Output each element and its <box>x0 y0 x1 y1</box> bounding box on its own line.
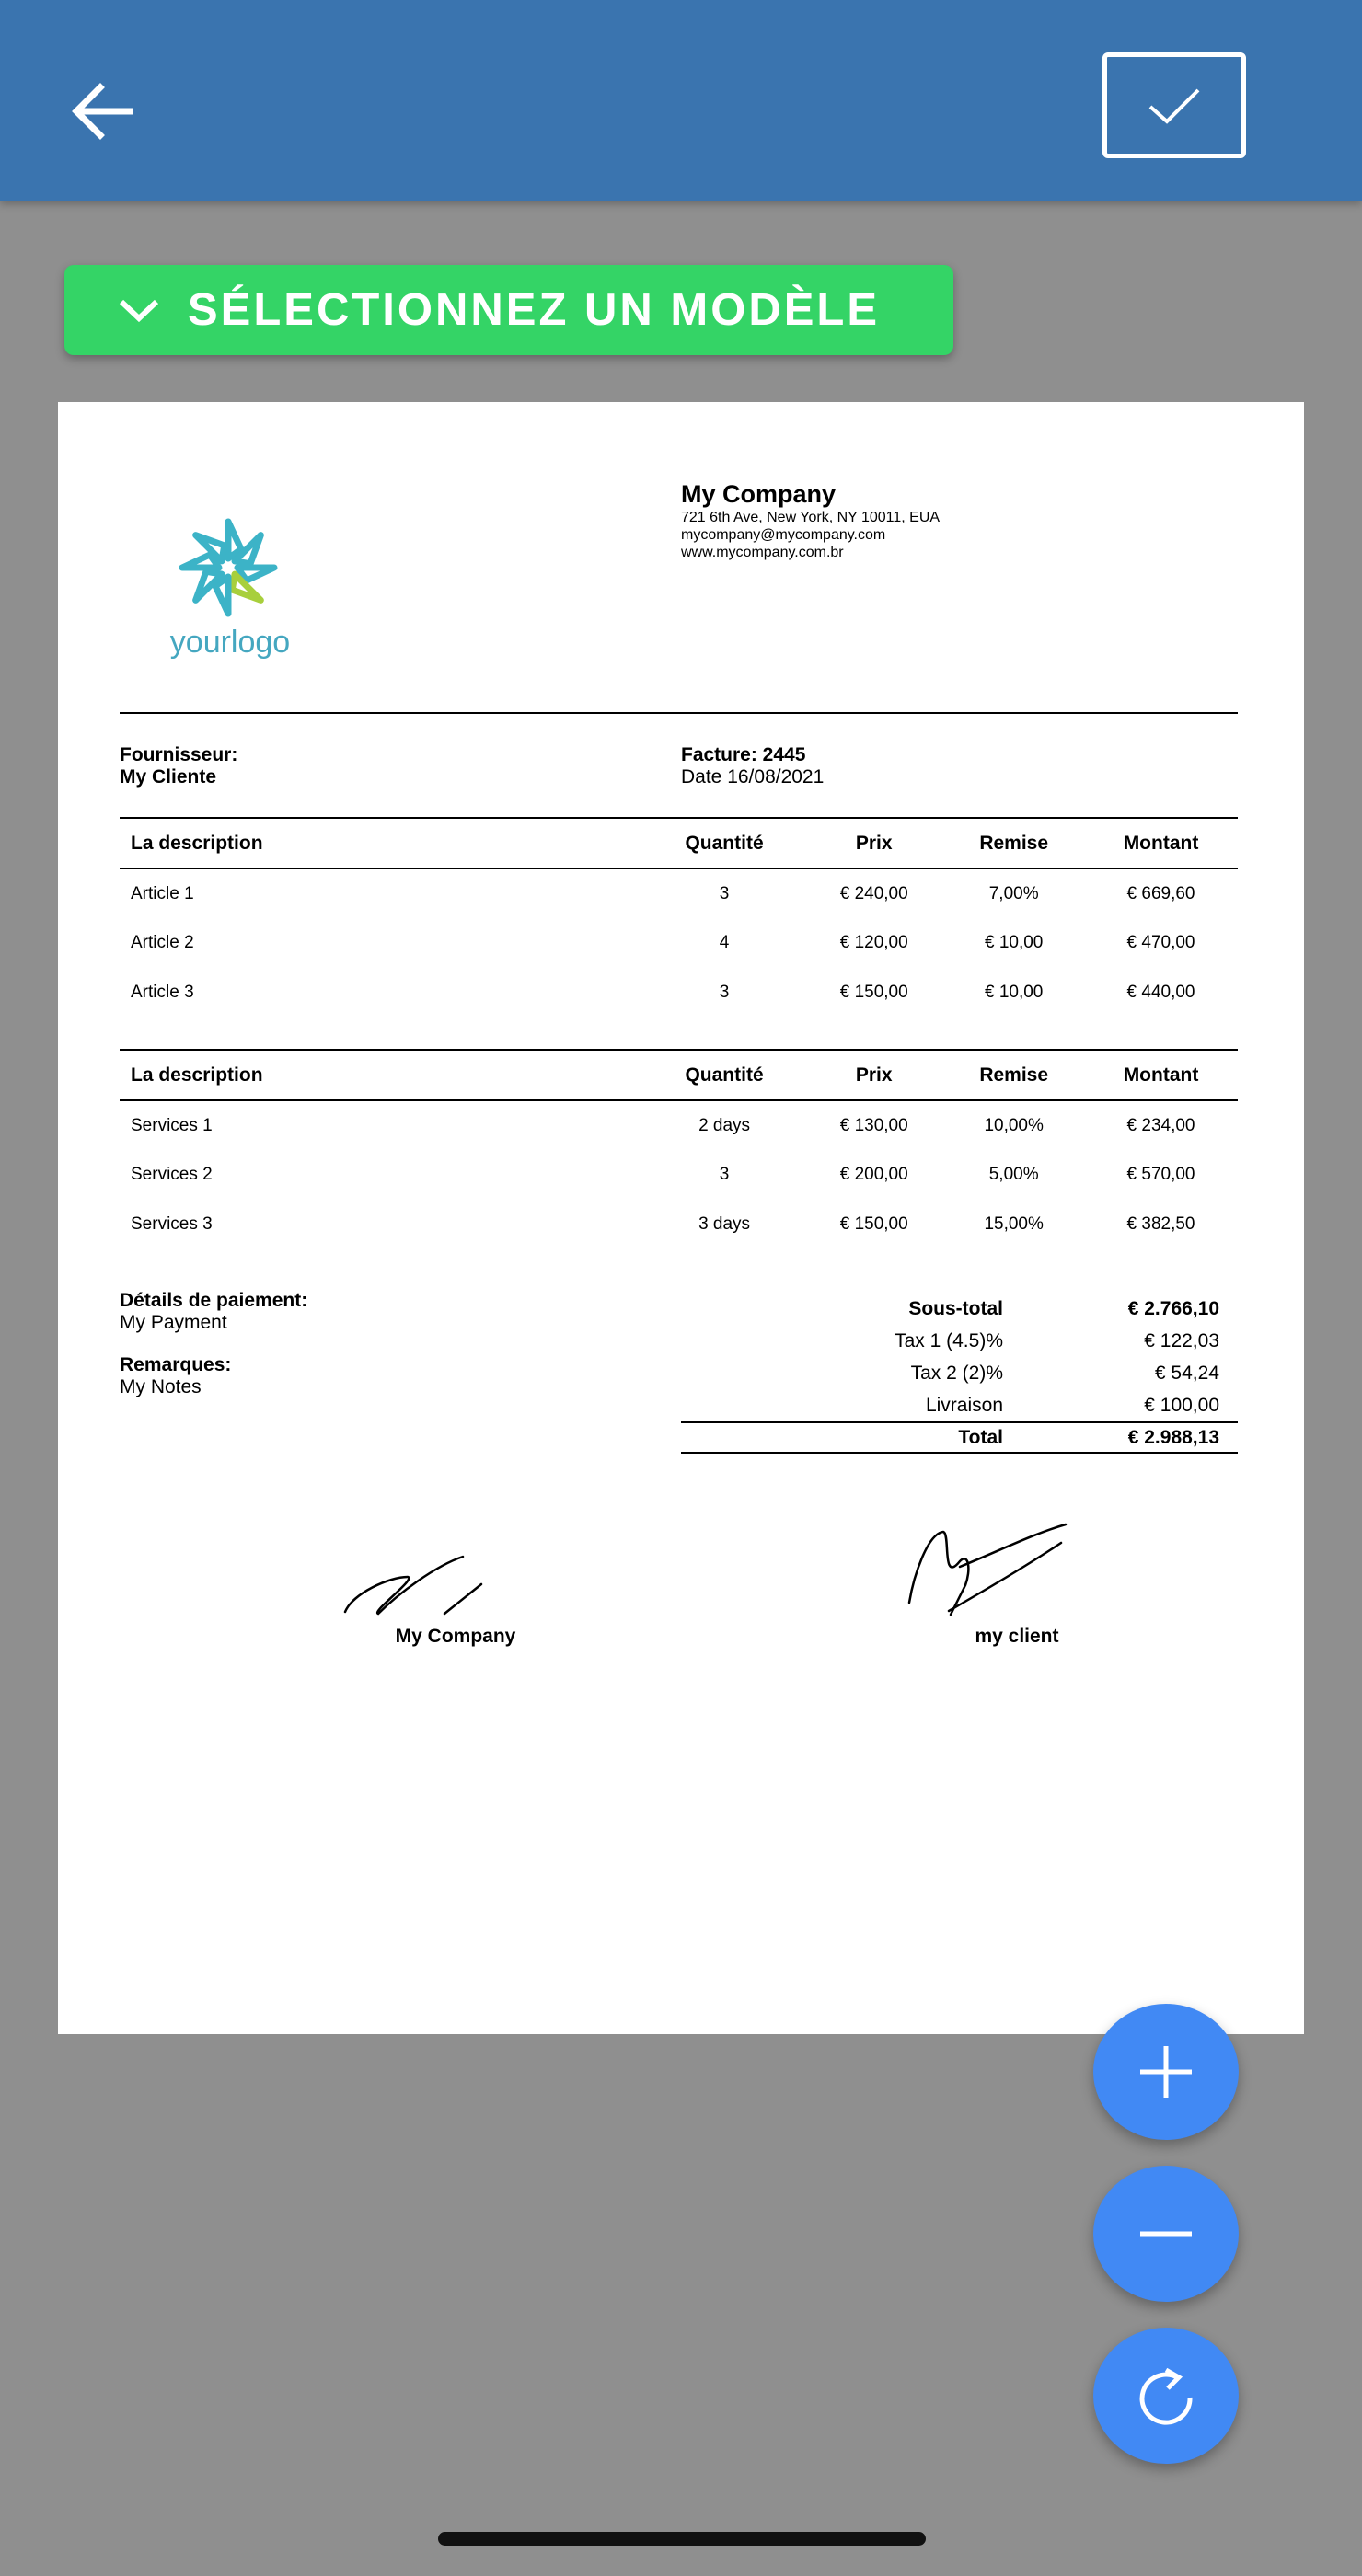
cell-amount: € 570,00 <box>1126 1165 1195 1184</box>
cell-price: € 200,00 <box>839 1165 908 1184</box>
check-icon <box>1145 83 1204 129</box>
cell-discount: 7,00% <box>988 883 1039 903</box>
tax1-label: Tax 1 (4.5)% <box>895 1329 1003 1351</box>
top-app-bar <box>0 0 1362 201</box>
notes-label: Remarques: <box>120 1354 232 1375</box>
cell-discount: € 10,00 <box>984 983 1044 1002</box>
select-template-button[interactable] <box>64 265 953 355</box>
payment-value: My Payment <box>120 1312 227 1333</box>
notes-value: My Notes <box>120 1376 202 1397</box>
header-quantity: Quantité <box>644 1050 804 1100</box>
company-signature-label: My Company <box>395 1626 516 1647</box>
cell-price: € 130,00 <box>839 1115 908 1135</box>
cell-amount: € 234,00 <box>1126 1115 1195 1135</box>
tax2-label: Tax 2 (2)% <box>910 1362 1003 1384</box>
zoom-in-button[interactable] <box>1093 2004 1239 2140</box>
cell-price: € 150,00 <box>839 1214 908 1234</box>
cell-quantity: 3 <box>719 983 730 1002</box>
cell-description: Article 1 <box>131 883 194 903</box>
minus-icon <box>1137 2204 1195 2263</box>
shipping-value: € 100,00 <box>1144 1394 1219 1416</box>
cell-price: € 120,00 <box>839 933 908 952</box>
header-discount: Remise <box>943 1050 1084 1100</box>
confirm-button[interactable] <box>1102 52 1246 158</box>
articles-table <box>120 817 1238 1018</box>
invoice-info <box>681 744 824 788</box>
cell-discount: 5,00% <box>988 1165 1039 1184</box>
cell-price: € 240,00 <box>839 883 908 903</box>
header-quantity: Quantité <box>644 818 804 868</box>
cell-discount: 10,00% <box>984 1115 1044 1135</box>
header-description: La description <box>120 1050 644 1100</box>
cell-quantity: 3 days <box>698 1214 751 1234</box>
shipping-label: Livraison <box>925 1394 1003 1416</box>
header-discount: Remise <box>943 818 1084 868</box>
invoice-number: Facture: 2445 <box>681 744 806 765</box>
cell-amount: € 382,50 <box>1126 1214 1195 1234</box>
services-table <box>120 1049 1238 1249</box>
company-address: 721 6th Ave, New York, NY 10011, EUA <box>681 510 941 525</box>
invoice-preview <box>58 402 1304 2034</box>
table-row <box>120 1100 1238 1150</box>
cell-quantity: 4 <box>719 933 730 952</box>
subtotal-label: Sous-total <box>908 1297 1003 1319</box>
payment-details <box>120 1290 307 1398</box>
table-row <box>120 1200 1238 1249</box>
table-row <box>120 968 1238 1018</box>
cell-discount: € 10,00 <box>984 933 1044 952</box>
cell-price: € 150,00 <box>839 983 908 1002</box>
company-website: www.mycompany.com.br <box>681 545 844 560</box>
total-row <box>681 1421 1238 1454</box>
company-header <box>681 480 940 561</box>
table-header-row <box>120 818 1238 868</box>
total-value: € 2.988,13 <box>1127 1426 1219 1448</box>
header-amount: Montant <box>1084 1050 1238 1100</box>
rotate-button[interactable] <box>1093 2328 1239 2464</box>
cell-discount: 15,00% <box>984 1214 1044 1234</box>
plus-icon <box>1137 2042 1195 2101</box>
company-signature <box>334 1520 537 1621</box>
totals-block <box>681 1293 1238 1454</box>
subtotal-row <box>681 1293 1238 1325</box>
payment-label: Détails de paiement: <box>120 1290 308 1311</box>
header-price: Prix <box>804 818 943 868</box>
chevron-down-icon <box>118 296 160 324</box>
cell-description: Services 1 <box>131 1115 213 1135</box>
home-indicator[interactable] <box>438 2532 926 2546</box>
table-row <box>120 1150 1238 1200</box>
company-email: mycompany@mycompany.com <box>681 527 886 543</box>
cell-description: Services 3 <box>131 1214 213 1234</box>
client-signature <box>895 1497 1098 1616</box>
cell-amount: € 470,00 <box>1126 933 1195 952</box>
select-template-label: SÉLECTIONNEZ UN MODÈLE <box>188 285 881 335</box>
tax1-row <box>681 1325 1238 1357</box>
cell-description: Services 2 <box>131 1165 213 1184</box>
subtotal-value: € 2.766,10 <box>1127 1297 1219 1319</box>
cell-quantity: 3 <box>719 1165 730 1184</box>
invoice-date: Date 16/08/2021 <box>681 766 825 788</box>
cell-amount: € 440,00 <box>1126 983 1195 1002</box>
shipping-row <box>681 1389 1238 1421</box>
supplier-label: Fournisseur: <box>120 744 238 765</box>
table-row <box>120 868 1238 918</box>
zoom-out-button[interactable] <box>1093 2166 1239 2302</box>
arrow-left-icon <box>65 75 139 148</box>
cell-amount: € 669,60 <box>1126 883 1195 903</box>
table-row <box>120 918 1238 968</box>
company-name: My Company <box>681 480 837 508</box>
header-amount: Montant <box>1084 818 1238 868</box>
tax1-value: € 122,03 <box>1144 1329 1219 1351</box>
logo-text: yourlogo <box>169 625 291 660</box>
back-button[interactable] <box>52 61 153 162</box>
supplier-block <box>120 744 237 788</box>
cell-description: Article 3 <box>131 983 194 1002</box>
company-logo <box>155 512 311 669</box>
cell-quantity: 3 <box>719 883 730 903</box>
rotate-icon <box>1135 2364 1197 2427</box>
tax2-value: € 54,24 <box>1154 1362 1219 1384</box>
supplier-name: My Cliente <box>120 766 217 788</box>
total-label: Total <box>958 1426 1003 1448</box>
cell-description: Article 2 <box>131 933 194 952</box>
table-header-row <box>120 1050 1238 1100</box>
header-price: Prix <box>804 1050 943 1100</box>
client-signature-label: my client <box>975 1626 1059 1647</box>
divider <box>120 712 1238 714</box>
header-description: La description <box>120 818 644 868</box>
tax2-row <box>681 1357 1238 1389</box>
cell-quantity: 2 days <box>698 1115 751 1135</box>
